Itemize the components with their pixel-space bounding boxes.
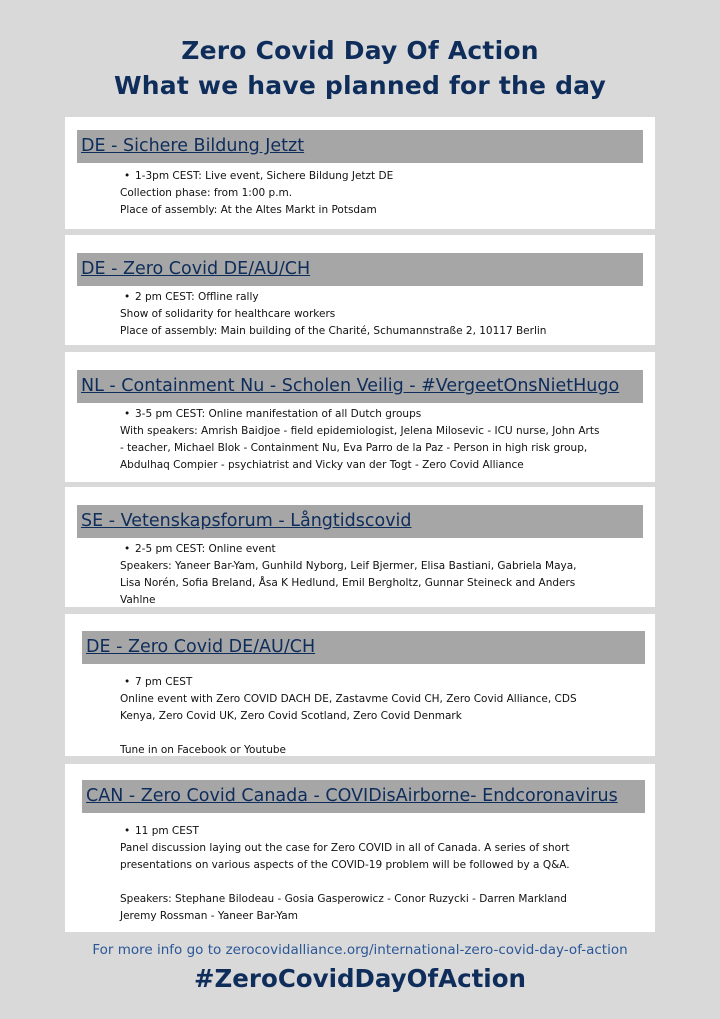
event-detail-line: Lisa Norén, Sofia Breland, Åsa K Hedlund, Emil Bergholtz, Gunnar Steineck and Anders [120, 577, 576, 589]
event-details [120, 674, 647, 759]
event-detail-line: Speakers: Yaneer Bar-Yam, Gunhild Nyborg, Leif Bjermer, Elisa Bastiani, Gabriela Maya, [120, 560, 577, 572]
event-detail-line: Abdulhaq Compier - psychiatrist and Vicky van der Togt - Zero Covid Alliance [120, 459, 524, 471]
event-heading-bar [82, 631, 645, 664]
title-line-1: Zero Covid Day Of Action [181, 36, 539, 65]
event-heading-link[interactable]: DE - Zero Covid DE/AU/CH [81, 259, 311, 279]
event-detail-line: Jeremy Rossman - Yaneer Bar-Yam [120, 910, 298, 922]
event-time: • 11 pm CEST [120, 823, 647, 840]
event-card-1 [65, 117, 655, 229]
spacer [120, 874, 647, 891]
event-card-6 [65, 764, 655, 932]
event-time: • 1-3pm CEST: Live event, Sichere Bildung Jetzt DE [120, 168, 647, 185]
event-heading-bar [77, 130, 643, 163]
event-details [120, 289, 647, 340]
event-heading-link[interactable]: DE - Sichere Bildung Jetzt [81, 136, 305, 156]
event-detail-line: Tune in on Facebook or Youtube [120, 744, 287, 756]
event-detail-line: Speakers: Stephane Bilodeau - Gosia Gasperowicz - Conor Ruzycki - Darren Markland [120, 893, 567, 905]
event-detail-line: With speakers: Amrish Baidjoe - field epidemiologist, Jelena Milosevic - ICU nurse, John Arts [120, 425, 600, 437]
page-title [0, 33, 720, 103]
more-info-link[interactable]: For more info go to zerocovidalliance.org/international-zero-covid-day-of-action [92, 942, 628, 958]
spacer [120, 725, 647, 742]
event-detail-line: Online event with Zero COVID DACH DE, Zastavme Covid CH, Zero Covid Alliance, CDS [120, 693, 577, 705]
event-heading-link[interactable]: SE - Vetenskapsforum - Långtidscovid [81, 511, 412, 531]
event-heading-bar [77, 370, 643, 403]
hashtag: #ZeroCovidDayOfAction [194, 964, 526, 993]
event-heading-link[interactable]: NL - Containment Nu - Scholen Veilig - #VergeetOnsNietHugo [81, 376, 620, 396]
event-card-3 [65, 352, 655, 482]
event-time: • 2 pm CEST: Offline rally [120, 289, 647, 306]
event-details [120, 541, 647, 609]
event-time: • 3-5 pm CEST: Online manifestation of all Dutch groups [120, 406, 647, 423]
event-detail-line: Collection phase: from 1:00 p.m. [120, 187, 293, 199]
event-detail-line: Kenya, Zero Covid UK, Zero Covid Scotland, Zero Covid Denmark [120, 710, 462, 722]
event-detail-line: presentations on various aspects of the COVID-19 problem will be followed by a Q&A. [120, 859, 570, 871]
event-card-4 [65, 487, 655, 607]
event-card-2 [65, 235, 655, 345]
event-time: • 2-5 pm CEST: Online event [120, 541, 647, 558]
event-details [120, 168, 647, 219]
event-detail-line: Show of solidarity for healthcare workers [120, 308, 336, 320]
event-heading-bar [77, 505, 643, 538]
event-detail-line: Panel discussion laying out the case for Zero COVID in all of Canada. A series of short [120, 842, 570, 854]
event-heading-bar [77, 253, 643, 286]
event-heading-link[interactable]: DE - Zero Covid DE/AU/CH [86, 637, 316, 657]
event-details [120, 823, 647, 925]
event-card-5 [65, 614, 655, 756]
title-line-2: What we have planned for the day [114, 71, 606, 100]
event-details [120, 406, 647, 474]
event-time: • 7 pm CEST [120, 674, 647, 691]
event-detail-line: Place of assembly: At the Altes Markt in Potsdam [120, 204, 377, 216]
event-detail-line: Place of assembly: Main building of the Charité, Schumannstraße 2, 10117 Berlin [120, 325, 547, 337]
event-detail-line: - teacher, Michael Blok - Containment Nu, Eva Parro de la Paz - Person in high risk group, [120, 442, 588, 454]
event-heading-link[interactable]: CAN - Zero Covid Canada - COVIDisAirborne- Endcoronavirus [86, 786, 618, 806]
event-heading-bar [82, 780, 645, 813]
event-detail-line: Vahlne [120, 594, 156, 606]
